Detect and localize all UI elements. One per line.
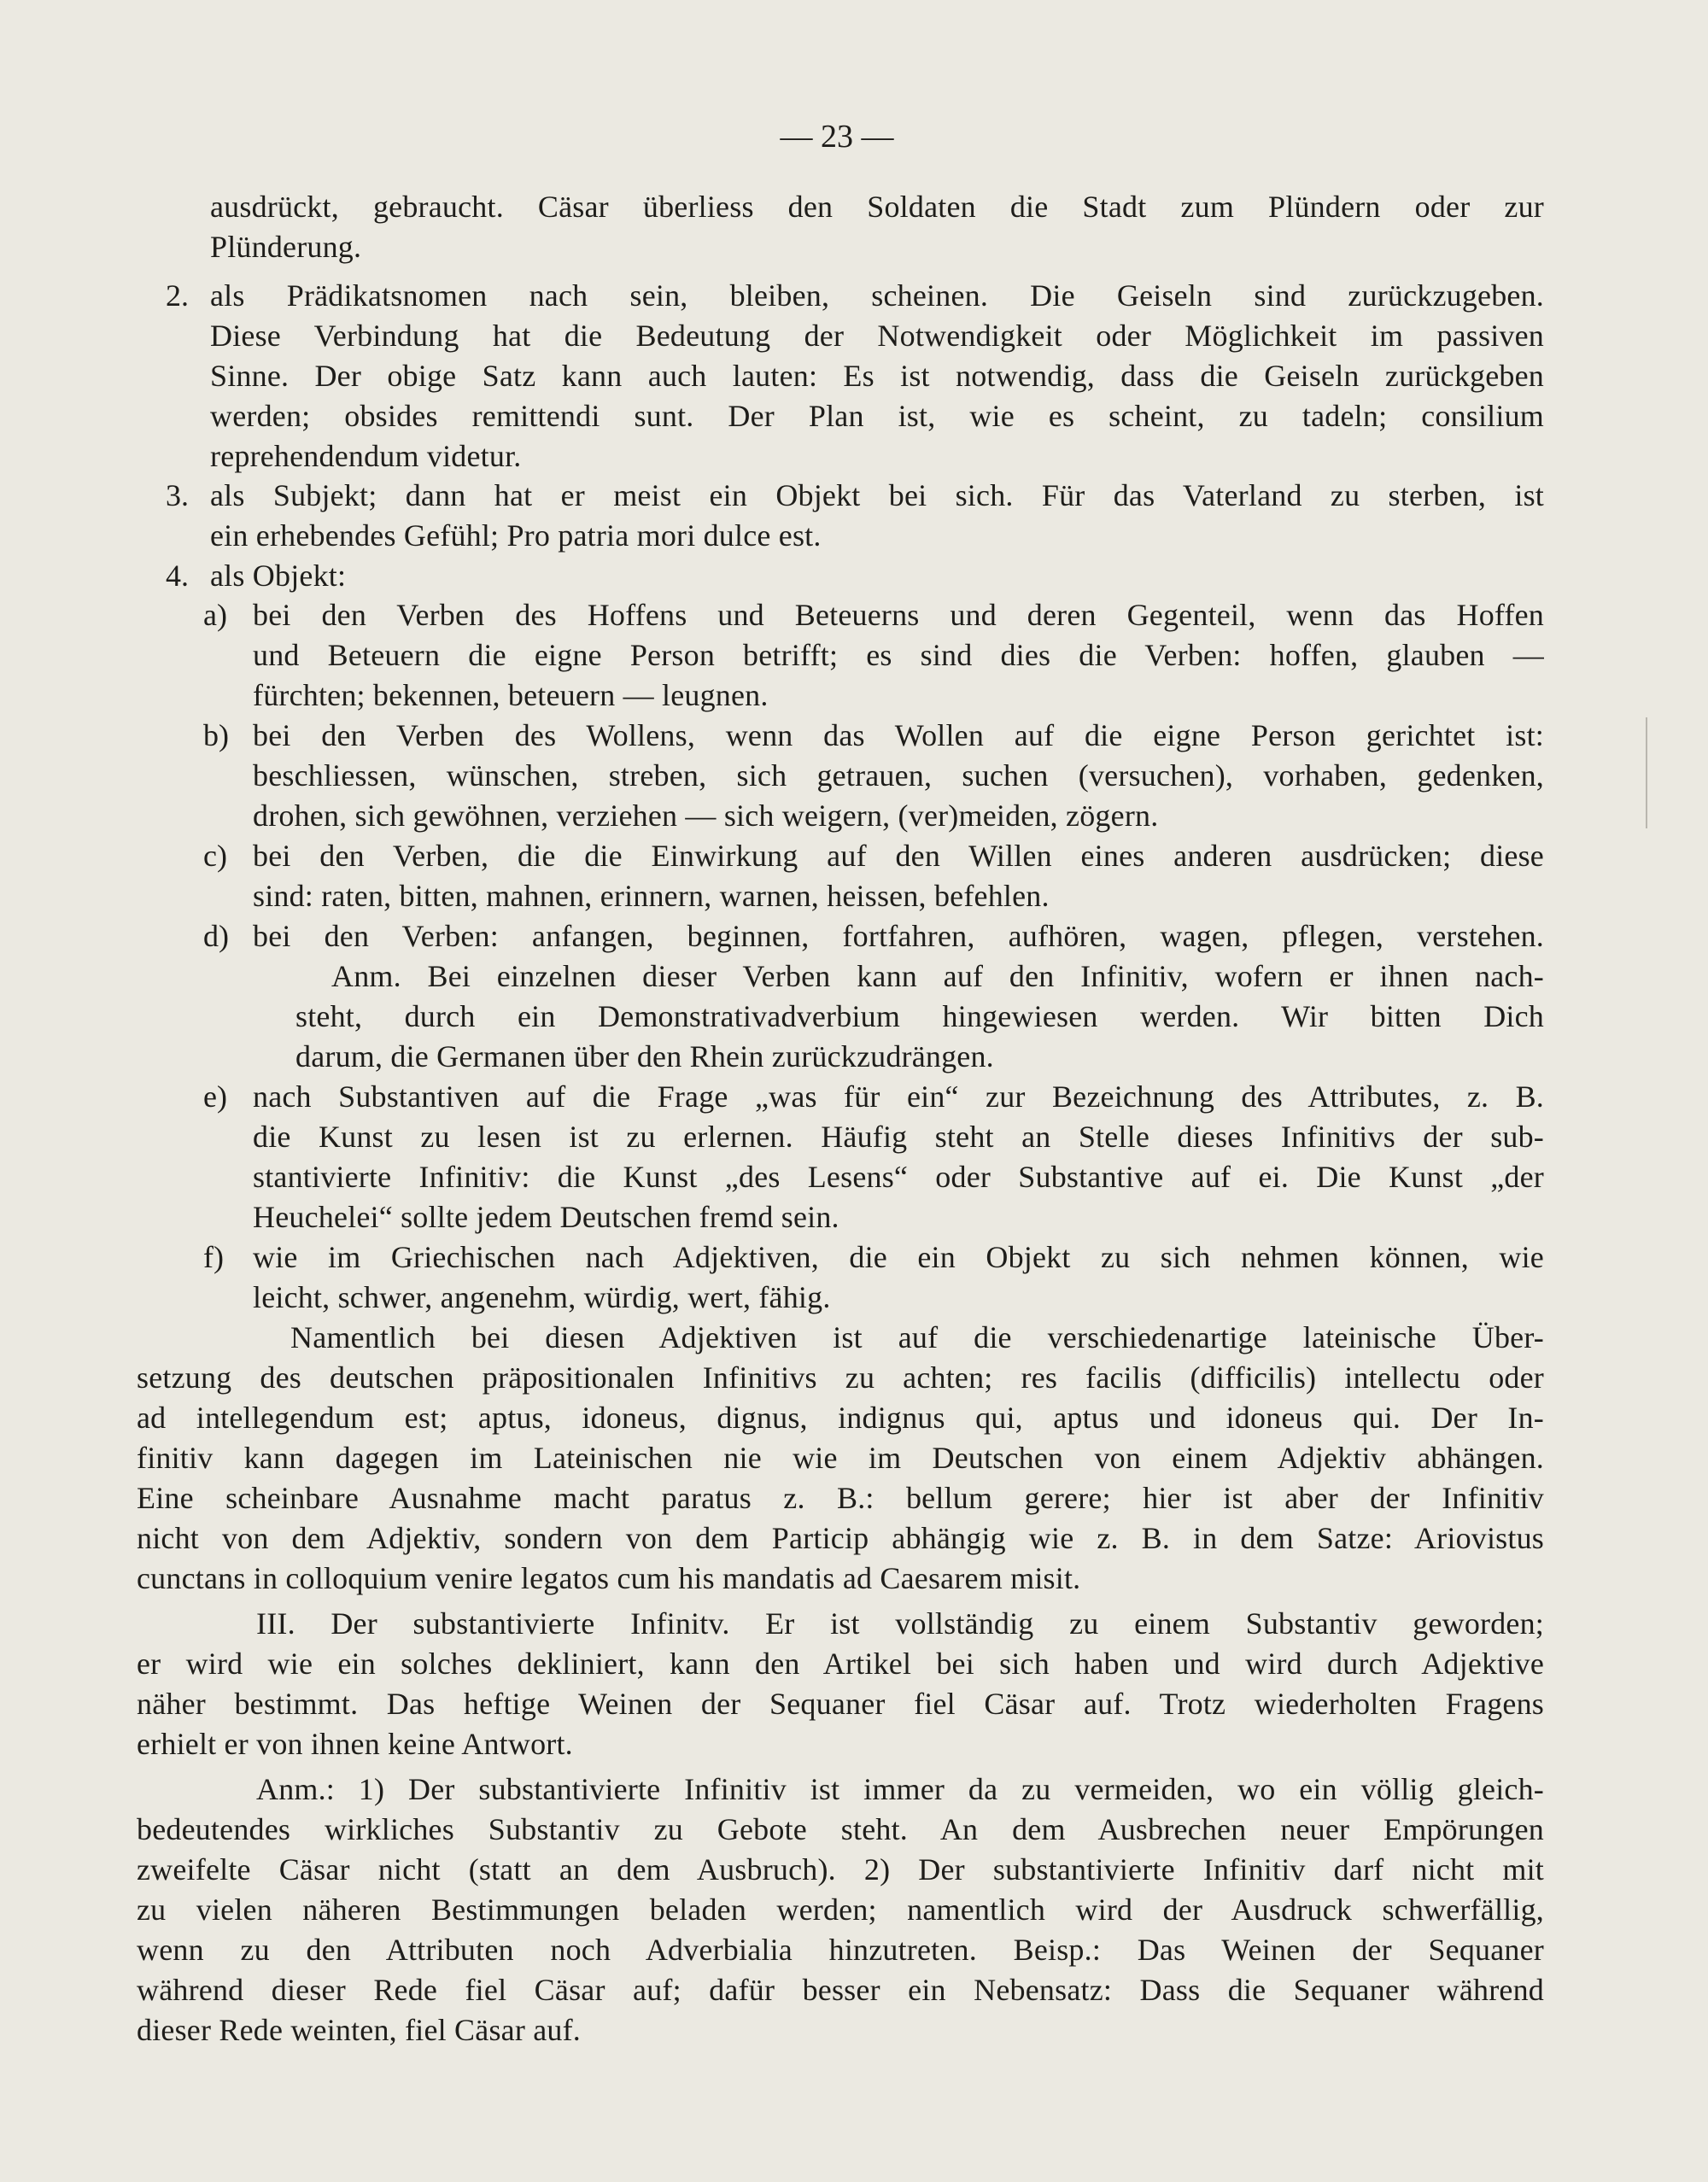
enum-e: e) [203,1079,227,1114]
text-line: Anm. Bei einzelnen dieser Verben kann auf den Infinitiv, wofern er ihnen nach- [331,959,1544,993]
text-line: erhielt er von ihnen keine Antwort. [137,1727,573,1761]
text-line: bedeutendes wirkliches Substantiv zu Gebote steht. An dem Ausbrechen neuer Empörungen [137,1812,1544,1846]
text-line: ad intellegendum est; aptus, idoneus, dignus, indignus qui, aptus und idoneus qui. Der In- [137,1401,1544,1435]
text-line: fürchten; bekennen, beteuern — leugnen. [253,678,769,712]
text-line: nach Substantiven auf die Frage „was für ein“ zur Bezeichnung des Attributes, z. B. [253,1079,1544,1114]
text-line: als Subjekt; dann hat er meist ein Objekt bei sich. Für das Vaterland zu sterben, ist [210,478,1544,512]
text-line: III. Der substantivierte Infinitv. Er ist vollständig zu einem Substantiv geworden; [256,1606,1544,1641]
page-number: — 23 — [780,119,894,155]
text-line: beschliessen, wünschen, streben, sich getrauen, suchen (versuchen), vorhaben, gedenken, [253,758,1544,793]
text-line: reprehendendum videtur. [210,439,522,473]
enum-2: 2. [166,278,189,313]
text-line: Anm.: 1) Der substantivierte Infinitiv ist immer da zu vermeiden, wo ein völlig gleich- [256,1772,1544,1806]
text-line: bei den Verben: anfangen, beginnen, fortfahren, aufhören, wagen, pflegen, verstehen. [253,919,1544,953]
text-line: bei den Verben des Hoffens und Beteuerns und deren Gegenteil, wenn das Hoffen [253,598,1544,632]
text-line: während dieser Rede fiel Cäsar auf; dafür besser ein Nebensatz: Dass die Sequaner während [137,1973,1544,2007]
text-line: Namentlich bei diesen Adjektiven ist auf die verschiedenartige lateinische Über- [290,1320,1544,1354]
text-line: und Beteuern die eigne Person betrifft; es sind dies die Verben: hoffen, glauben — [253,638,1544,672]
text-line: als Prädikatsnomen nach sein, bleiben, scheinen. Die Geiseln sind zurückzugeben. [210,278,1544,313]
enum-d: d) [203,919,229,953]
text-line: leicht, schwer, angenehm, würdig, wert, fähig. [253,1280,831,1314]
enum-3: 3. [166,478,189,512]
text-line: die Kunst zu lesen ist zu erlernen. Häufig steht an Stelle dieses Infinitivs der sub- [253,1120,1544,1154]
text-line: stantivierte Infinitiv: die Kunst „des Lesens“ oder Substantive auf ei. Die Kunst „der [253,1160,1544,1194]
text-line: ein erhebendes Gefühl; Pro patria mori dulce est. [210,518,822,553]
text-line: Sinne. Der obige Satz kann auch lauten: Es ist notwendig, dass die Geiseln zurückgeben [210,359,1544,393]
text-line: Plünderung. [210,230,362,264]
text-line: setzung des deutschen präpositionalen Infinitivs zu achten; res facilis (difficilis) intellectu oder [137,1360,1544,1395]
text-line: Diese Verbindung hat die Bedeutung der Notwendigkeit oder Möglichkeit im passiven [210,319,1544,353]
text-line: Heuchelei“ sollte jedem Deutschen fremd sein. [253,1200,839,1234]
text-line: ausdrückt, gebraucht. Cäsar überliess den Soldaten die Stadt zum Plündern oder zur [210,190,1544,224]
text-line: zu vielen näheren Bestimmungen beladen werden; namentlich wird der Ausdruck schwerfällig, [137,1892,1544,1927]
text-line: finitiv kann dagegen im Lateinischen nie wie im Deutschen von einem Adjektiv abhängen. [137,1441,1544,1475]
text-line: wenn zu den Attributen noch Adverbialia hinzutreten. Beisp.: Das Weinen der Sequaner [137,1933,1544,1967]
enum-a: a) [203,598,227,632]
text-line: bei den Verben des Wollens, wenn das Wollen auf die eigne Person gerichtet ist: [253,718,1544,752]
text-line: bei den Verben, die die Einwirkung auf den Willen eines anderen ausdrücken; diese [253,839,1544,873]
enum-4: 4. [166,559,189,593]
text-line: er wird wie ein solches dekliniert, kann den Artikel bei sich haben und wird durch Adjektive [137,1647,1544,1681]
text-line: steht, durch ein Demonstrativadverbium hingewiesen werden. Wir bitten Dich [295,999,1544,1033]
text-line: dieser Rede weinten, fiel Cäsar auf. [137,2013,581,2047]
text-line: cunctans in colloquium venire legatos cum his mandatis ad Caesarem misit. [137,1561,1081,1595]
enum-f: f) [203,1240,224,1274]
text-line: Eine scheinbare Ausnahme macht paratus z. B.: bellum gerere; hier ist aber der Infinitiv [137,1481,1544,1515]
page-edge-mark [1646,717,1647,828]
text-line: drohen, sich gewöhnen, verziehen — sich weigern, (ver)meiden, zögern. [253,799,1159,833]
text-line: nicht von dem Adjektiv, sondern von dem Particip abhängig wie z. B. in dem Satze: Ariovistus [137,1521,1544,1555]
enum-c: c) [203,839,227,873]
text-line: zweifelte Cäsar nicht (statt an dem Ausbruch). 2) Der substantivierte Infinitiv darf nicht mit [137,1852,1544,1887]
text-line: wie im Griechischen nach Adjektiven, die ein Objekt zu sich nehmen können, wie [253,1240,1544,1274]
text-line: als Objekt: [210,559,347,593]
text-line: darum, die Germanen über den Rhein zurückzudrängen. [295,1039,994,1073]
text-line: sind: raten, bitten, mahnen, erinnern, warnen, heissen, befehlen. [253,879,1050,913]
enum-b: b) [203,718,229,752]
text-line: näher bestimmt. Das heftige Weinen der Sequaner fiel Cäsar auf. Trotz wiederholten Fragens [137,1687,1544,1721]
text-line: werden; obsides remittendi sunt. Der Plan ist, wie es scheint, zu tadeln; consilium [210,399,1544,433]
